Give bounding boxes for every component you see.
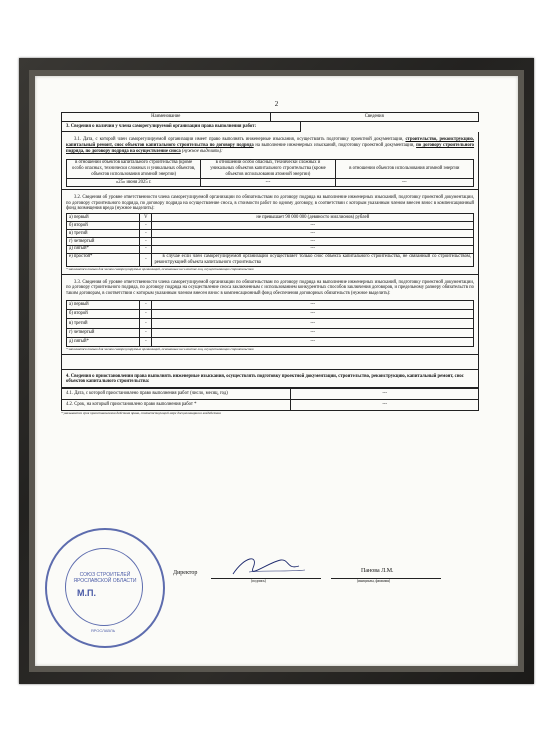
level-value: --- — [152, 222, 474, 230]
table-row — [67, 237, 474, 245]
spacer-row — [61, 355, 479, 370]
suspension-label-2: 4.2. Срок, на который приостановлено право выполнения работ * — [62, 399, 291, 410]
level-label: б) второй — [67, 222, 140, 230]
paragraph-3-1 — [66, 137, 474, 154]
table-row — [67, 300, 474, 309]
signatory-position: Директор — [173, 570, 198, 576]
rights-col-3: в отношении объектов использования атомной энергии — [335, 159, 473, 178]
level-mark: - — [140, 338, 152, 347]
table-row — [67, 245, 474, 253]
official-seal — [45, 528, 165, 648]
level-value: --- — [152, 237, 474, 245]
level-label: в) третий — [67, 230, 140, 238]
name-caption: (инициалы, фамилия) — [357, 579, 391, 583]
document-body — [61, 112, 479, 415]
level-label: г) четвертый — [67, 328, 140, 337]
level-value: в случае если член саморегулируемой организации осуществляет только снос объекта капитального строительства, не связанный со строительством, реконструкцией объекта капитального строительства — [152, 253, 474, 267]
section-4-title: 4. Сведения о приостановлении права выполнять инженерные изыскания, осуществлять подготовку проектной документации, строительство, реконструкцию, капитальный ремонт, снос объектов капитального строительства: — [61, 370, 479, 388]
table-row — [67, 253, 474, 267]
suspension-val-1: --- — [291, 389, 479, 400]
level-label: е) простой* — [67, 253, 140, 267]
rights-col-1: в отношении объектов капитального строительства (кроме особо опасных, технически сложных и уникальных объектов, объектов использования атомной энергии) — [67, 159, 201, 178]
seal-ring-text: ЯРОСЛАВЛЬ — [90, 628, 116, 633]
section-3-3 — [61, 275, 479, 355]
level-value: --- — [152, 319, 474, 328]
section-3-1 — [61, 132, 479, 190]
table-row — [62, 399, 479, 410]
level-value: не превышает 90 000 000 (девяносто миллионов) рублей — [152, 214, 474, 222]
level-table-3-3 — [66, 300, 474, 348]
sign-caption: (подпись) — [251, 579, 266, 583]
rights-col-2: в отношении особо опасных, технически сложных и уникальных объектов капитального строительства (кроме объектов использования атомной энергии) — [201, 159, 335, 178]
level-mark: - — [140, 222, 152, 230]
level-value: --- — [152, 245, 474, 253]
rights-val-3: --- — [335, 179, 473, 187]
level-value: --- — [152, 230, 474, 238]
level-label: д) пятый* — [67, 245, 140, 253]
level-label: а) первый — [67, 300, 140, 309]
level-mark: - — [140, 230, 152, 238]
table-row — [67, 222, 474, 230]
table-header — [61, 112, 479, 122]
level-label: б) второй — [67, 310, 140, 319]
section-3-2 — [61, 190, 479, 275]
suspension-table — [61, 388, 479, 410]
p31-text-d: по договору строительного подряда, по договору подряда на осуществление сноса — [66, 143, 475, 154]
paragraph-3-2: 3.2. Сведения об уровне ответственности члена саморегулируемой организации по обязательствам по договору подряда на выполнение инженерных изысканий, подготовку проектной документации, по договору строительного подряда, по договору подряда на осуществление сноса, в стоимости работ по одному договору, в соответствии с которым указанным членом внесен взнос в компенсационный фонд возмещения вреда (нужное выделить): — [66, 194, 474, 212]
header-name: Наименование — [151, 114, 181, 119]
rights-table — [66, 159, 474, 187]
level-mark: - — [140, 310, 152, 319]
level-table-3-2 — [66, 213, 474, 267]
suspension-val-2: --- — [291, 399, 479, 410]
level-value: --- — [152, 338, 474, 347]
p31-text-c: на выполнение инженерных изысканий, подготовку проектной документации, — [255, 143, 415, 149]
level-mark: - — [140, 328, 152, 337]
table-row — [67, 328, 474, 337]
level-mark: - — [140, 253, 152, 267]
level-mark: - — [140, 237, 152, 245]
rights-val-2: --- — [201, 179, 335, 187]
level-value: --- — [152, 310, 474, 319]
suspension-label-1: 4.1. Дата, с которой приостановлено право выполнения работ (число, месяц, год) — [62, 389, 291, 400]
level-label: а) первый — [67, 214, 140, 222]
level-value: --- — [152, 300, 474, 309]
level-label: д) пятый* — [67, 338, 140, 347]
handwritten-signature — [229, 552, 309, 582]
seal-center-text: СОЮЗ СТРОИТЕЛЕЙ ЯРОСЛАВСКОЙ ОБЛАСТИ — [73, 572, 137, 585]
table-row — [67, 319, 474, 328]
table-row — [67, 338, 474, 347]
note-3-3: * заполняется только для членов саморегулируемых организаций, основанных на членстве лиц, осуществляющих строительство — [66, 347, 254, 352]
table-row — [62, 389, 479, 400]
level-mark: V — [140, 214, 152, 222]
note-3-2: * заполняется только для членов саморегулируемых организаций, основанных на членстве лиц, осуществляющих строительство — [66, 267, 254, 272]
level-label: г) четвертый — [67, 237, 140, 245]
level-label: в) третий — [67, 319, 140, 328]
p31-text-b: строительство, реконструкцию, капитальный ремонт, снос объектов капитального строительства по договору подряда — [66, 137, 475, 149]
level-value: --- — [152, 328, 474, 337]
level-mark: - — [140, 245, 152, 253]
level-mark: - — [140, 319, 152, 328]
paragraph-3-3: 3.3. Сведения об уровне ответственности члена саморегулируемой организации по обязательствам по договору подряда на выполнение инженерных изысканий, подготовку проектной документации, по договору строительного подряда, по договору подряда на осуществление сноса заключенным с использованием конкурентных способов заключения договоров, и предельному размеру обязательств по таким договорам, в соответствии с которым указанным членом внесен взнос в компенсационный фонд обеспечения договорных обязательств (нужное выделить): — [66, 279, 474, 297]
header-info: Сведения — [270, 113, 479, 121]
table-row — [67, 214, 474, 222]
table-row — [67, 310, 474, 319]
table-row — [67, 230, 474, 238]
level-mark: - — [140, 300, 152, 309]
seal-mp-mark: М.П. — [77, 588, 96, 598]
p31-text-e: (нужное выделить): — [181, 148, 223, 154]
note-4: * указывается срок приостановления действия права, соответствующий мере дисциплинарного воздействия — [61, 410, 221, 415]
section-3-title: 3. Сведения о наличии у члена саморегулируемой организации права выполнения работ: — [61, 122, 301, 133]
p31-text-a: 3.1. Дата, с которой член саморегулируемой организации имеет право выполнять инженерные изыскания, осуществлять подготовку проектной документации, — [74, 137, 404, 143]
rights-val-1: «25» июня 2025 г. — [67, 179, 201, 187]
page-number: 2 — [274, 100, 279, 108]
seal-inner-ring — [65, 548, 143, 626]
document-page — [35, 76, 518, 666]
signatory-name: Панова Л.М. — [361, 568, 394, 574]
